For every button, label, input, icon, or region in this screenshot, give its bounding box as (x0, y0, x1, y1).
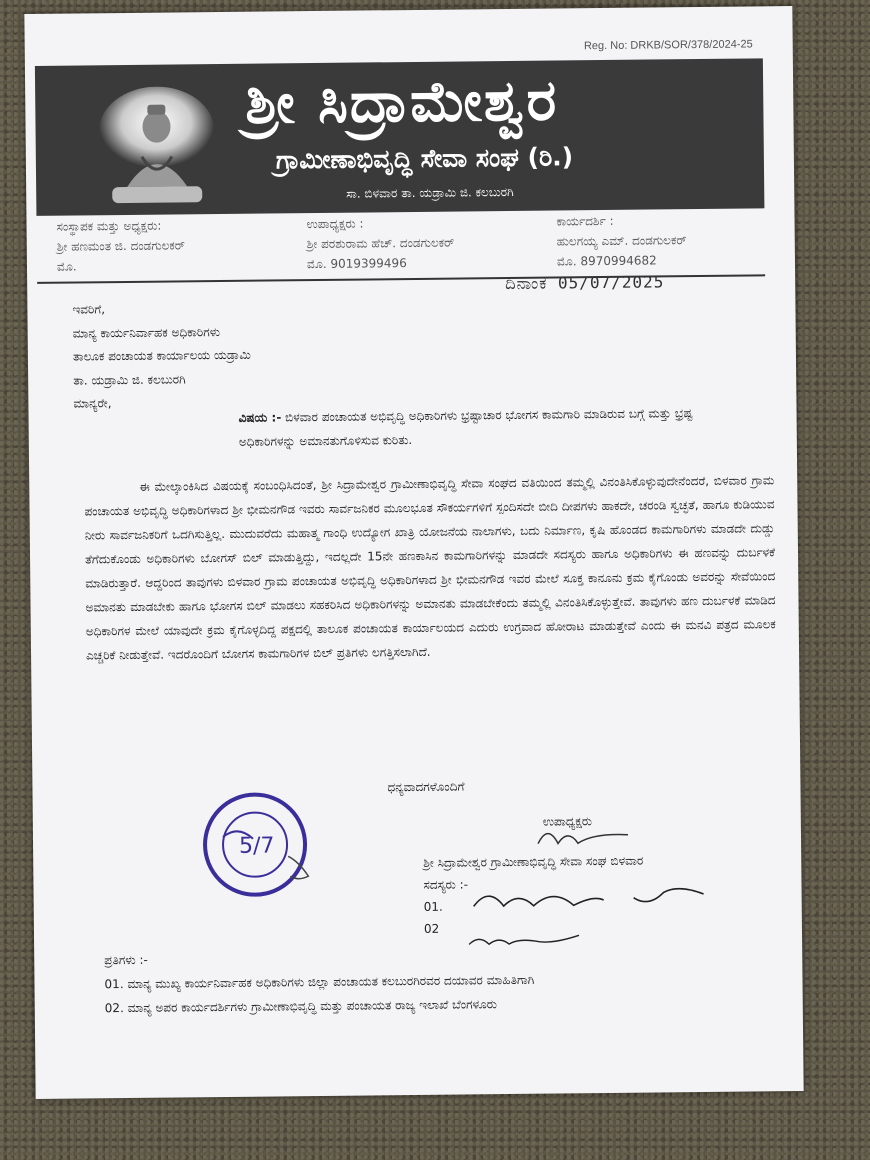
officer-phone: ಮೊ. (56, 259, 77, 274)
letterhead-banner (35, 58, 765, 216)
members-label: ಸದಸ್ಯರು :- (423, 877, 469, 892)
officer-secretary (556, 213, 686, 274)
officer-name: ಹುಲಗಯ್ಯ ಎಮ್. ದಂಡಗುಲಕರ್ (556, 233, 687, 249)
deity-portrait-icon (91, 86, 222, 207)
officer-name: ಶ್ರೀ ಪರಶುರಾಮ ಹೆಚ್. ದಂಡಗುಲಕರ್ (306, 235, 455, 252)
closing-text: ಧನ್ಯವಾದಗಳೊಂದಿಗೆ (387, 779, 465, 795)
officer-role: ಸಂಸ್ಥಾಪಕ ಮತ್ತು ಅಧ್ಯಕ್ಷರು: (56, 218, 162, 234)
letter-page (24, 6, 803, 1099)
officer-role: ಕಾರ್ಯದರ್ಶಿ : (556, 213, 614, 229)
recipient-line1: ಮಾನ್ಯ ಕಾರ್ಯನಿರ್ವಾಹಕ ಅಧಿಕಾರಿಗಳು (72, 324, 221, 341)
member-2-number: 02 (423, 921, 440, 936)
copies-label: ಪ್ರತಿಗಳು :- (104, 952, 148, 968)
member-1-number: 01. (423, 899, 443, 914)
office-seal-stamp (192, 786, 323, 907)
recipient-salutation: ಇವರಿಗೆ, (72, 302, 106, 317)
copy-item: 01. ಮಾನ್ಯ ಮುಖ್ಯ ಕಾರ್ಯನಿರ್ವಾಹಕ ಅಧಿಕಾರಿಗಳು ಜಿಲ್ಲಾ ಪಂಚಾಯತ ಕಲಬುರಗಿರವರ ದಯಾವರ ಮಾಹಿತಿಗಾಗಿ (104, 972, 535, 992)
officer-vice-president (306, 216, 454, 278)
recipient-block (72, 297, 251, 416)
subject-label: ವಿಷಯ :- (238, 410, 282, 425)
recipient-greeting: ಮಾನ್ಯರೇ, (73, 396, 112, 411)
organization-subtitle: ಗ್ರಾಮೀಣಾಭಿವೃದ್ಧಿ ಸೇವಾ ಸಂಘ (ರಿ.) (275, 142, 574, 175)
svg-text:5/7: 5/7 (238, 833, 275, 859)
registration-number: Reg. No: DRKB/SOR/378/2024-25 (583, 38, 753, 53)
officer-phone: ಮೊ. 9019399496 (306, 256, 407, 272)
officer-role: ಉಪಾಧ್ಯಕ್ಷರು : (306, 216, 364, 232)
officer-phone: ಮೊ. 8970994682 (556, 253, 657, 269)
letter-date: ದಿನಾಂಕ 05/07/2025 (505, 272, 665, 294)
signature-vice-president (533, 823, 633, 854)
subject-block (238, 400, 748, 453)
recipient-line3: ತಾ. ಯಡ್ರಾಮಿ ಜಿ. ಕಲಬುರಗಿ (73, 371, 186, 388)
recipient-line2: ತಾಲೂಕ ಪಂಚಾಯತ ಕಾರ್ಯಾಲಯ ಯಡ್ರಾಮಿ (72, 347, 251, 364)
copies-block (104, 944, 534, 1020)
organization-address: ಸಾ. ಬಿಳವಾರ ತಾ. ಯಡ್ರಾಮಿ ಜಿ. ಕಲಬುರಗಿ (346, 184, 514, 201)
signatory-title: ಉಪಾಧ್ಯಕ್ಷರು (542, 814, 593, 829)
organization-name: ಶ್ರೀ ಸಿದ್ರಾಮೇಶ್ವರ (244, 68, 559, 137)
signature-member-1 (463, 879, 723, 922)
officer-name: ಶ್ರೀ ಹಣಮಂತ ಜಿ. ದಂಡಗುಲಕರ್ (56, 238, 186, 254)
officer-president (56, 218, 185, 279)
subject-text: ಬಿಳವಾರ ಪಂಚಾಯತ ಅಭಿವೃದ್ಧಿ ಅಧಿಕಾರಿಗಳು ಭ್ರಷ್ಟಾಚಾರ ಭೋಗಸ ಕಾಮಗಾರಿ ಮಾಡಿರುವ ಬಗ್ಗೆ ಮತ್ತು ಭ್ರಷ್ಟ ಅಧಿಕಾರಿಗಳನ್ನು ಅಮಾನತುಗೊಳಿಸುವ ಕುರಿತು. (238, 406, 693, 449)
letter-body: ಈ ಮೇಲ್ಕಾಂಕಿಸಿದ ವಿಷಯಕ್ಕೆ ಸಂಬಂಧಿಸಿದಂತೆ, ಶ್ರೀ ಸಿದ್ರಾಮೇಶ್ವರ ಗ್ರಾಮೀಣಾಭಿವೃದ್ಧಿ ಸೇವಾ ಸಂಘದ ವತಿಯಿಂದ ತಮ್ಮಲ್ಲಿ ವಿನಂತಿಸಿಕೊಳ್ಳುವುದೇನೆಂದರೆ, ಬಿಳವಾರ ಗ್ರಾಮ ಪಂಚಾಯತ ಅಭಿವೃದ್ಧಿ ಅಧಿಕಾರಿಗಳಾದ ಶ್ರೀ ಭೀಮನಗೌಡ ಇವರು ಸಾರ್ವಜನಿಕರ ಮೂಲಭೂತ ಸೌಕರ್ಯಗಳಿಗೆ ಸ್ಪಂದಿಸದೇ ಬೀದಿ ದೀಪಗಳು ಹಾಕದೇ, ಚರಂಡಿ ಸ್ವಚ್ಛತೆ, ಹಾಗೂ ಕುಡಿಯುವ ನೀರು ಸಾರ್ವಜನಿಕರಿಗೆ ಒದಗಿಸುತ್ತಿಲ್ಲ. ಮುದುವರೆದು ಮಹಾತ್ಮ ಗಾಂಧಿ ಉದ್ಯೋಗ ಖಾತ್ರಿ ಯೋಜನೆಯ ನಾಲಾಗಳು, ಬದು ನಿರ್ಮಾಣ, ಕೃಷಿ ಹೊಂಡದ ಕಾಮಗಾರಿಗಳು ಮಾಡದೇ ದುಡ್ಡು ತೆಗೆದುಕೊಂಡು ಅಧಿಕಾರಿಗಳು ಬೋಗಸ್ ಬಿಲ್ ಮಾಡುತ್ತಿದ್ದು, ಇದಲ್ಲದೇ 15ನೇ ಹಣಕಾಸಿನ ಕಾಮಗಾರಿಗಳನ್ನು ಮಾಡದೇ ಸದಸ್ಯರು ಹಾಗೂ ಅಧಿಕಾರಿಗಳು ಈ ಹಣವನ್ನು ದುರ್ಬಳಕೆ ಮಾಡಿರುತ್ತಾರೆ. ಆದ್ದರಿಂದ ತಾವುಗಳು ಬಿಳವಾರ ಗ್ರಾಮ ಪಂಚಾಯತ ಅಭಿವೃದ್ಧಿ ಅಧಿಕಾರಿಗಳಾದ ಶ್ರೀ ಭೀಮನಗೌಡ ಇವರ ಮೇಲೆ ಸೂಕ್ತ ಕಾನೂನು ಕ್ರಮ ಕೈಗೊಂಡು ಅವರನ್ನು ಸೇವೆಯಿಂದ ಅಮಾನತು ಮಾಡಬೇಕು ಹಾಗೂ ಭೋಗಸ ಬಿಲ್ ಮಾಡಲು ಸಹಕರಿಸಿದ ಅಧಿಕಾರಿಗಳನ್ನು ಅಮಾನತು ಮಾಡಬೇಕೆಂದು ತಮ್ಮಲ್ಲಿ ವಿನಂತಿಸಿಕೊಳ್ಳುತ್ತೇವೆ. ತಾವುಗಳು ಹಣ ದುರ್ಬಳಕೆ ಮಾಡಿದ ಅಧಿಕಾರಿಗಳ ಮೇಲೆ ಯಾವುದೇ ಕ್ರಮ ಕೈಗೊಳ್ಳದಿದ್ದ ಪಕ್ಷದಲ್ಲಿ ತಾಲೂಕ ಪಂಚಾಯತ ಕಾರ್ಯಾಲಯದ ಎದುರು ಉಗ್ರವಾದ ಹೋರಾಟ ಮಾಡುತ್ತೇವೆ ಎಂದು ಈ ಮನವಿ ಪತ್ರದ ಮೂಲಕ ಎಚ್ಚರಿಕೆ ನೀಡುತ್ತೇವೆ. ಇದರೊಂದಿಗೆ ಬೋಗಸ ಕಾಮಗಾರಿಗಳ ಬಿಲ್ ಪ್ರತಿಗಳು ಲಗತ್ತಿಸಲಾಗಿದೆ. (84, 473, 776, 663)
copy-item: 02. ಮಾನ್ಯ ಅಪರ ಕಾರ್ಯದರ್ಶಿಗಳು ಗ್ರಾಮೀಣಾಭಿವೃದ್ಧಿ ಮತ್ತು ಪಂಚಾಯತ ರಾಜ್ಯ ಇಲಾಖೆ ಬೆಂಗಳೂರು (104, 997, 497, 1016)
signatory-organization: ಶ್ರೀ ಸಿದ್ರಾಮೇಶ್ವರ ಗ್ರಾಮೀಣಾಭಿವೃದ್ಧಿ ಸೇವಾ ಸಂಘ ಬಿಳವಾರ (423, 853, 644, 870)
